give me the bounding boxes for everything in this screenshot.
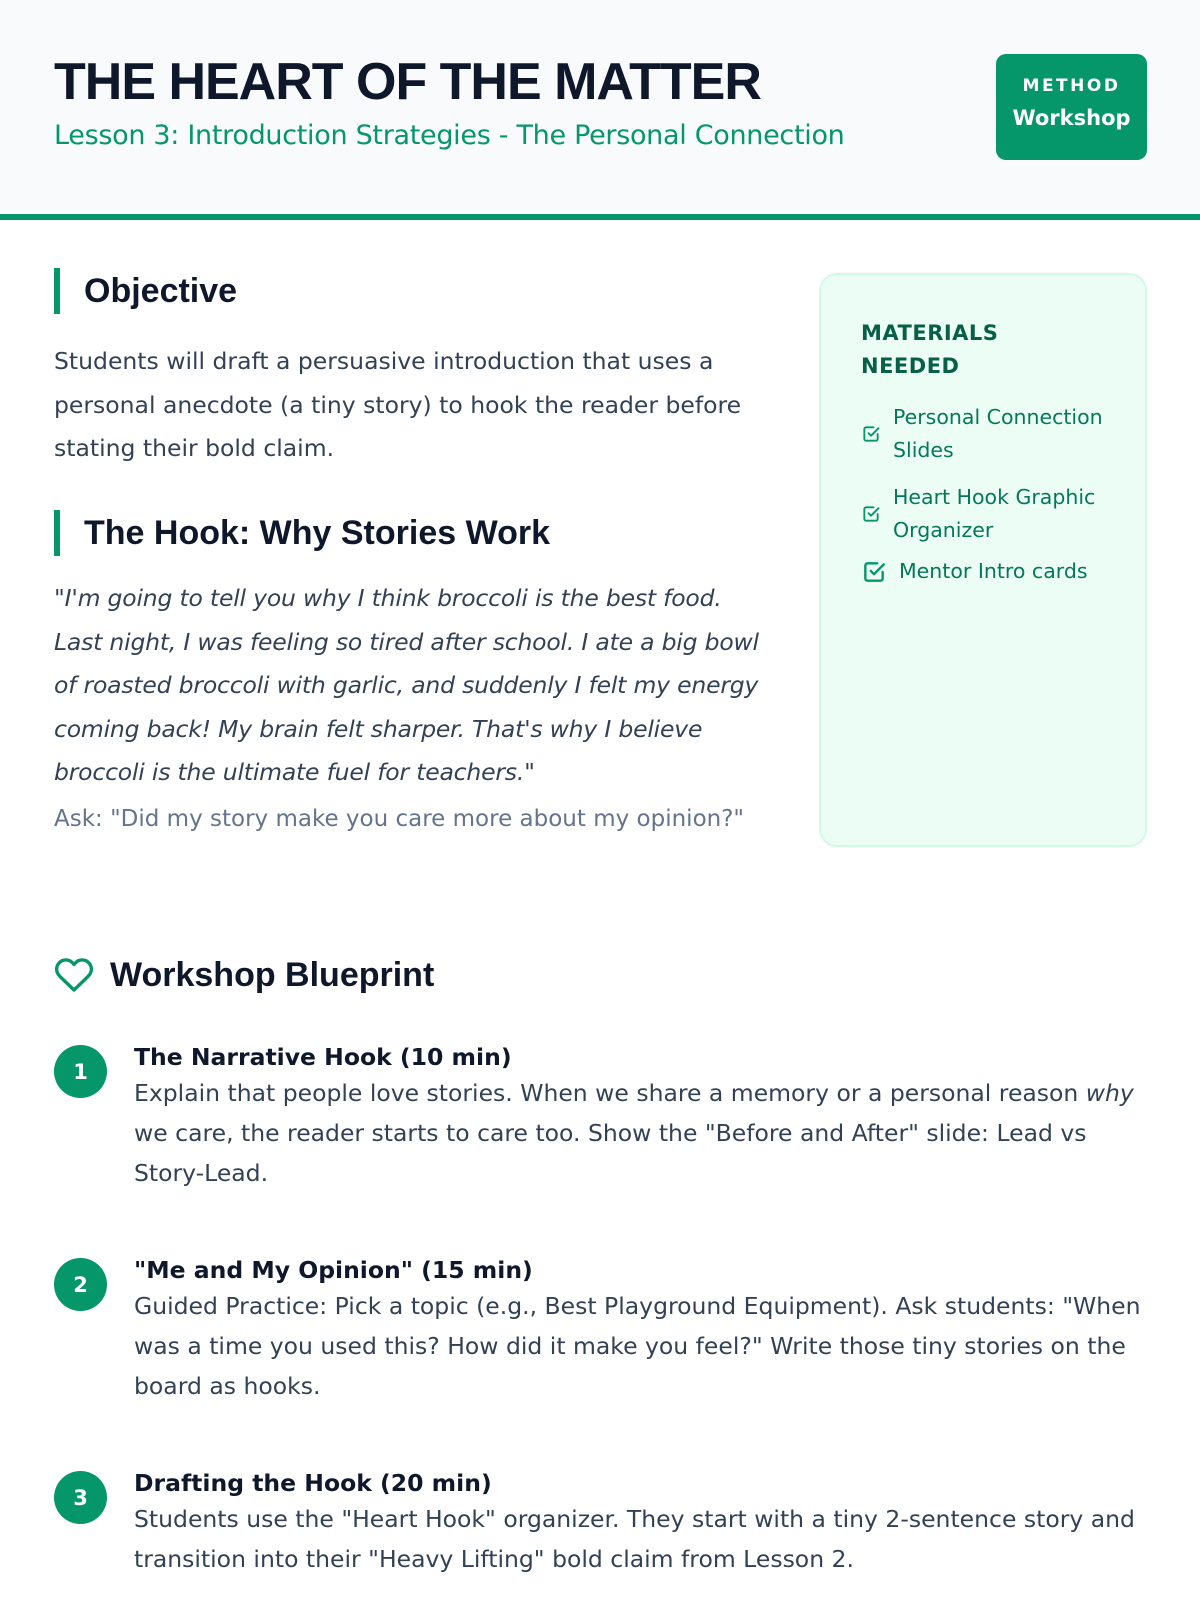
blueprint-heading <box>54 955 434 995</box>
step-number: 3 <box>54 1471 107 1524</box>
material-item <box>861 401 1121 467</box>
step-title: The Narrative Hook (10 min) <box>134 1043 512 1071</box>
checkbox-checked-icon <box>861 504 881 524</box>
material-item-label: Heart Hook Graphic Organizer <box>893 485 1096 542</box>
material-item <box>861 481 1121 547</box>
materials-title: MATERIALS NEEDED <box>861 321 999 378</box>
material-item-label: Mentor Intro cards <box>899 559 1088 583</box>
step-body-text: Explain that people love stories. When we share a memory or a personal reason <box>134 1079 1086 1107</box>
blueprint-heading-text: Workshop Blueprint <box>110 955 435 994</box>
method-badge-value: Workshop <box>1012 106 1131 130</box>
step-body-text: we care, the reader starts to care too. Show the "Before and After" slide: Lead vs Story-Lead. <box>134 1119 1087 1187</box>
heart-icon <box>54 955 94 995</box>
page-header <box>0 0 1200 220</box>
step-number: 2 <box>54 1258 107 1311</box>
step-title: "Me and My Opinion" (15 min) <box>134 1256 533 1284</box>
material-item <box>861 555 1121 588</box>
step-body <box>134 1073 1154 1193</box>
checkbox-checked-icon <box>861 424 881 444</box>
step-body: Guided Practice: Pick a topic (e.g., Best Playground Equipment). Ask students: "When was a time you used this? How did it make you feel?" Write those tiny stories on the board as hooks. <box>134 1292 1141 1400</box>
method-badge <box>996 54 1147 160</box>
lesson-subtitle: Lesson 3: Introduction Strategies - The Personal Connection <box>54 120 845 151</box>
materials-panel <box>819 273 1147 847</box>
hook-ask: Ask: "Did my story make you care more about my opinion?" <box>54 806 744 832</box>
step-body-emphasis: why <box>1085 1079 1134 1107</box>
page-title: THE HEART OF THE MATTER <box>54 53 761 111</box>
hook-heading: The Hook: Why Stories Work <box>54 510 550 556</box>
step-number: 1 <box>54 1045 107 1098</box>
objective-heading: Objective <box>54 268 237 314</box>
checkbox-checked-icon <box>861 559 887 585</box>
material-item-label: Personal Connection Slides <box>893 405 1103 462</box>
method-badge-label: METHOD <box>1022 76 1121 96</box>
step-title: Drafting the Hook (20 min) <box>134 1469 492 1497</box>
objective-text: Students will draft a persuasive introduction that uses a personal anecdote (a tiny story) to hook the reader before stating their bold claim. <box>54 347 742 462</box>
step-body: Students use the "Heart Hook" organizer. They start with a tiny 2-sentence story and transition into their "Heavy Lifting" bold claim from Lesson 2. <box>134 1505 1135 1573</box>
hook-quote: "I'm going to tell you why I think broccoli is the best food. Last night, I was feeling so tired after school. I ate a big bowl of roasted broccoli with garlic, and suddenly I felt my energy coming back! My brain felt sharper. That's why I believe broccoli is the ultimate fuel for teachers." <box>54 584 759 786</box>
